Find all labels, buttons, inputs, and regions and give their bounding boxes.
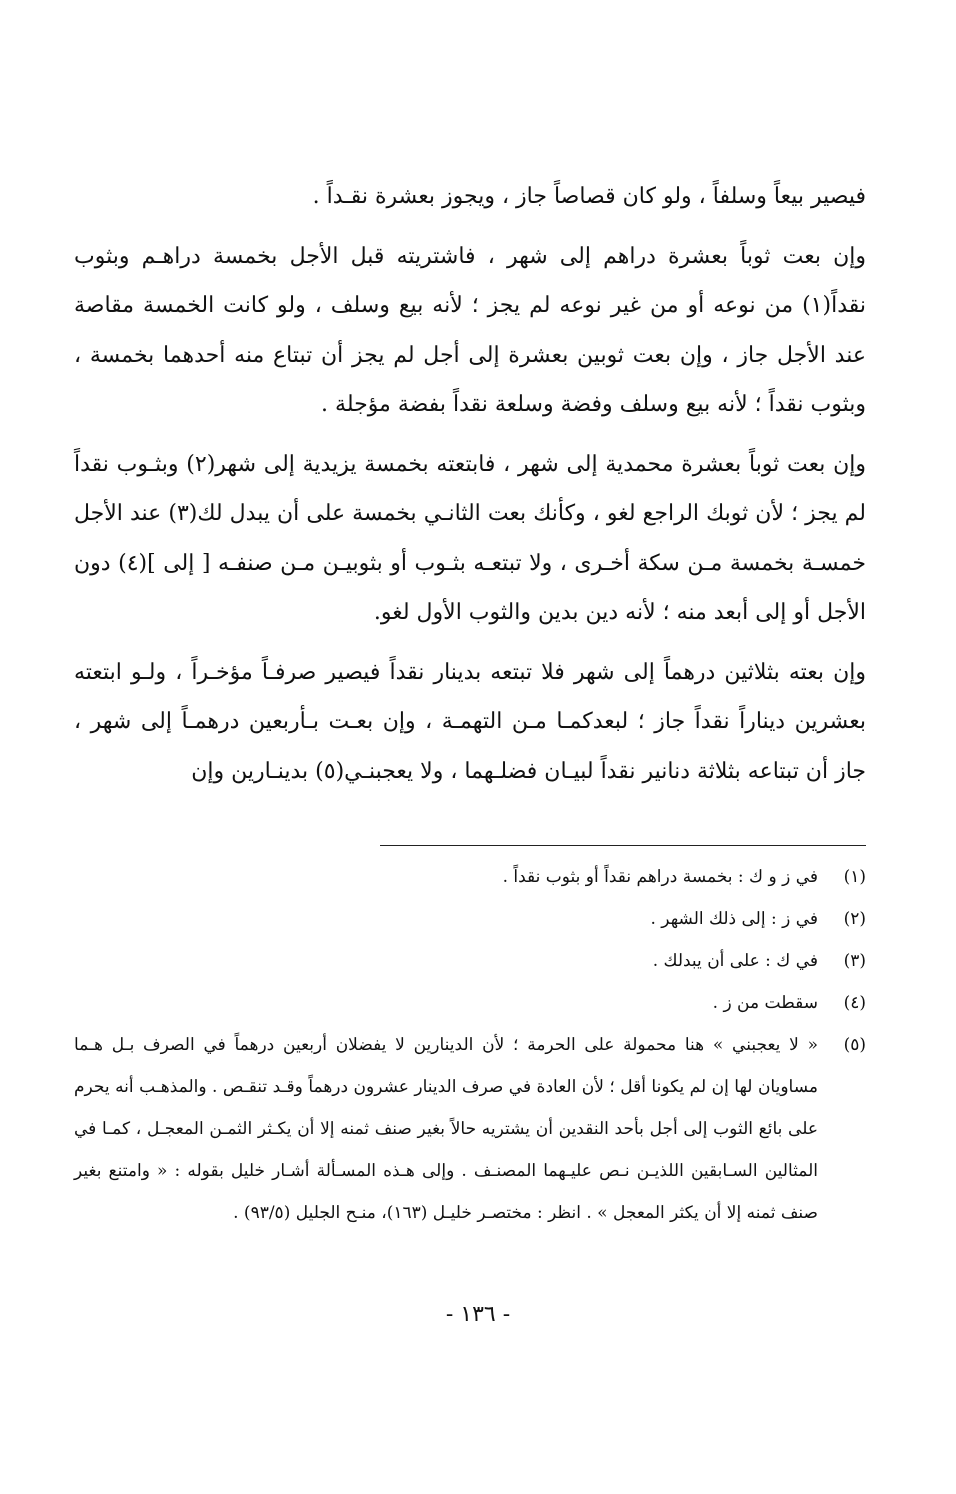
paragraph: فيصير بيعاً وسلفاً ، ولو كان قصاصاً جاز ، ويجوز بعشرة نقـداً . — [312, 184, 866, 209]
footnote-item — [74, 982, 866, 1024]
footnote-item — [74, 940, 866, 982]
footnote-text: « لا يعجبني » هنا محمولة على الحرمة ؛ لأن الدينارين لا يفضلان أربعين درهماً في الصرف بـل هـما مساويان لها إن لم يكونا أقل ؛ لأن العادة في صرف الدينار عشرون درهماً وقـد تنقـص . والمذهـب أنه يحرم على بائع الثوب إلى أجل بأحد النقدين أن يشتريه حالاً بغير صنف ثمنه إلا أن يكـثر الثمـن المعجـل ، كمـا في المثالين السـابقين اللذيـن نـص عليـهما المصنـف . وإلى هـذه المسـألة أشـار خليل بقوله : « وامتنع بغير صنف ثمنه إلا أن يكثر المعجل » . انظر : مختصـر خليـل (١٦٣)، منـح الجليل (٩٣/٥) . — [74, 1035, 818, 1223]
footnote-number: (١) — [843, 867, 866, 887]
footnote-item — [74, 856, 866, 898]
footnote-text: في ز و ك : بخمسة دراهم نقداً أو بثوب نقداً . — [502, 867, 818, 887]
footnotes — [74, 856, 866, 1234]
page-number: - ١٣٦ - — [445, 1302, 511, 1327]
footnote-number: (٢) — [843, 909, 866, 929]
footnote-divider — [380, 845, 866, 846]
paragraph: وإن بعته بثلاثين درهماً إلى شهر فلا تبتعه بدينار نقداً فيصير صرفـاً مؤخـراً ، ولـو ابتعته بعشرين ديناراً نقداً جاز ؛ لبعدكمـا مـن التهمـة ، وإن بعـت بـأربعين درهمـاً إلى شهر ، جاز أن تبتاعه بثلاثة دنانير نقداً لبيـان فضلـهما ، ولا يعجبنـي(٥) بدينـارين وإن — [74, 659, 867, 784]
footnote-item — [74, 898, 866, 940]
main-text — [74, 172, 866, 806]
footnote-number: (٣) — [843, 951, 866, 971]
footnote-text: في ز : إلى ذلك الشهر . — [650, 909, 818, 929]
footnote-number: (٤) — [843, 993, 866, 1013]
paragraph: وإن بعت ثوباً بعشرة دراهم إلى شهر ، فاشتريته قبل الأجل بخمسة دراهـم وبثوب نقداً(١) من نوعه أو من غير نوعه لم يجز ؛ لأنه بيع وسلف ، ولو كانت الخمسة مقاصة عند الأجل جاز ، وإن بعت ثوبين بعشرة إلى أجل لم يجز أن تبتاع منه أحدهما بخمسة ، وبثوب نقداً ؛ لأنه بيع وسلف وفضة وسلعة نقداً بفضة مؤجلة . — [74, 243, 866, 417]
footnote-number: (٥) — [843, 1035, 866, 1055]
footnote-text: في ك : على أن يبدلك . — [652, 951, 818, 971]
paragraph: وإن بعت ثوباً بعشرة محمدية إلى شهر ، فابتعته بخمسة يزيدية إلى شهر(٢) وبثـوب نقداً لم يجز ؛ لأن ثوبك الراجع لغو ، وكأنك بعت الثانـي بخمسة على أن يبدل لك(٣) عند الأجل خمسـة بخمسة مـن سكة أخـرى ، ولا تبتعـه بثـوب أو بثوبيـن مـن صنفـه [ إلى ](٤) دون الأجل أو إلى أبعد منه ؛ لأنه دين بدين والثوب الأول لغو. — [74, 451, 867, 625]
footnote-item — [74, 1024, 866, 1234]
footnote-text: سقطت من ز . — [712, 993, 818, 1013]
